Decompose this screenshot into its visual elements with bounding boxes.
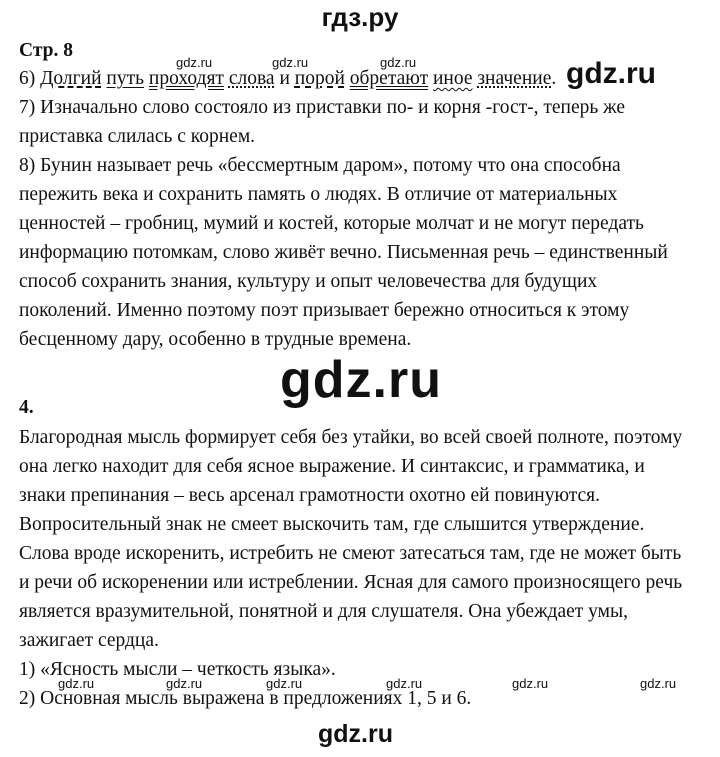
page-label: Стр. 8 (19, 40, 73, 61)
word-object: слова (228, 68, 275, 89)
item-8-line: пережить века и сохранить память о людях. В отличие от материальных (19, 184, 618, 205)
item-8-line: бесценному дару, особенно в трудные времена. (19, 329, 412, 350)
section-4-line: зажигает сердца. (19, 630, 159, 651)
site-header-logo: гдз.ру (321, 2, 399, 32)
answer-2: 2) Основная мысль выражена в предложениях 1, 5 и 6. (19, 688, 472, 709)
item-8-line: ценностей – гробниц, мумий и костей, которые молчат и не могут передать (19, 213, 644, 234)
watermark: gdz.ru (176, 55, 213, 70)
word-predicate: проходят (148, 68, 224, 89)
word-adjective: Долгий (40, 68, 102, 89)
section-4-line: она легко находит для себя ясное выражение. И синтаксис, и грамматика, и (19, 456, 645, 477)
word-predicate: обретают (349, 68, 429, 89)
word-object: значение (477, 68, 552, 89)
item-6-line (19, 64, 556, 93)
watermark: gdz.ru (272, 55, 309, 70)
watermark: gdz.ru (512, 676, 549, 691)
word-attribute: иное (432, 68, 473, 89)
watermark: gdz.ru (640, 676, 677, 691)
watermark: gdz.ru (280, 351, 442, 409)
watermark: gdz.ru (166, 676, 203, 691)
item-7-line-2: приставка слилась с корнем. (19, 126, 256, 147)
word-subject: путь (106, 68, 145, 89)
word-adverbial: порой (294, 68, 345, 89)
section-4-line: является вразумительной, понятной и для слушателя. Она убеждает умы, (19, 601, 628, 622)
item-6-prefix: 6) (19, 68, 41, 89)
section-4-line: и речи об искоренении или истреблении. Ясная для самого произносящего речь (19, 572, 683, 593)
section-4-line: Благородная мысль формирует себя без утайки, во всей своей полноте, поэтому (19, 427, 683, 448)
watermark: gdz.ru (380, 55, 417, 70)
item-7-line-1: 7) Изначально слово состояло из приставки по- и корня -гост-, теперь же (19, 97, 626, 118)
item-8-line: 8) Бунин называет речь «бессмертным даром», потому что она способна (19, 155, 621, 176)
word-conjunction: и (279, 68, 290, 89)
answer-1: 1) «Ясность мысли – четкость языка». (19, 659, 336, 680)
sentence-period: . (551, 68, 557, 89)
item-8-line: поколений. Именно поэтому поэт призывает бережно относиться к этому (19, 300, 630, 321)
watermark: gdz.ru (566, 57, 656, 90)
item-8-line: способ сохранить знания, культуру и опыт человечества для будущих (19, 271, 598, 292)
section-4-line: Слова вроде искоренить, истребить не смеют затесаться там, где не может быть (19, 543, 682, 564)
section-4-line: Вопросительный знак не смеет выскочить там, где слышится утверждение. (19, 514, 645, 535)
item-8-line: информацию потомкам, слово живёт вечно. Письменная речь – единственный (19, 242, 668, 263)
footer-watermark: gdz.ru (318, 720, 393, 748)
section-4-label: 4. (19, 397, 34, 418)
section-4-line: знаки препинания – весь арсенал грамотности охотно ей повинуются. (19, 485, 601, 506)
watermark: gdz.ru (58, 676, 95, 691)
watermark: gdz.ru (266, 676, 303, 691)
watermark: gdz.ru (386, 676, 423, 691)
